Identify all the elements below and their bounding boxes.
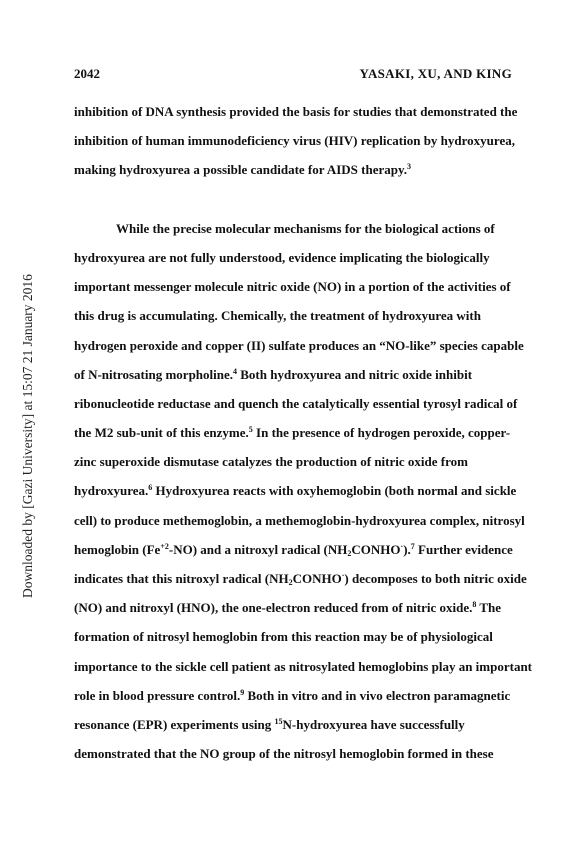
text-line: the M2 sub-unit of this enzyme.$^5$ In the presence of hydrogen peroxide, copper- <box>74 425 511 441</box>
text-line: importance to the sickle cell patient as nitrosylated hemoglobins play an important <box>74 658 533 674</box>
page-number: 2042 <box>74 66 100 81</box>
citation-ref: 3 <box>407 162 411 172</box>
citation-ref: 7 <box>410 541 415 551</box>
text-line: indicates that this nitroxyl radical $(NH_2CONHO^\cdot)$ decomposes to both nitric oxide <box>74 571 527 587</box>
text-line: hydroxyurea.$^6$ Hydroxyurea reacts with oxyhemoglobin (both normal and sickle <box>74 483 517 499</box>
text-line: resonance (EPR) experiments using $^{15}$N-hydroxyurea have successfully <box>74 716 465 732</box>
citation-ref: 4 <box>233 366 238 376</box>
citation-ref: 5 <box>248 425 253 435</box>
text-line: (NO) and nitroxyl (HNO), the one-electron reduced from of nitric oxide.$^8$ The <box>74 600 502 616</box>
citation-ref: 6 <box>148 483 153 493</box>
running-head: YASAKI, XU, AND KING <box>359 66 512 81</box>
download-watermark: Downloaded by [Gazi University] at 15:07 21 January 2016 <box>20 274 35 598</box>
citation-ref: 8 <box>472 600 477 610</box>
text-line: important messenger molecule nitric oxide (NO) in a portion of the activities of <box>74 279 511 295</box>
text-line: While the precise molecular mechanisms for the biological actions of <box>116 220 495 236</box>
text-line: inhibition of human immunodeficiency virus (HIV) replication by hydroxyurea, <box>74 133 515 149</box>
text-line: zinc superoxide dismutase catalyzes the production of nitric oxide from <box>74 454 468 470</box>
text-line: hemoglobin $(Fe^{+2}-NO)$ and a nitroxyl radical $(NH_2CONHO^\cdot).^7$ Further evidence <box>74 541 513 558</box>
text-line: hydrogen peroxide and copper (II) sulfate produces an “NO-like” species capable <box>74 337 524 353</box>
text-line: making hydroxyurea a possible candidate for AIDS therapy.$^3$ <box>74 162 411 178</box>
text-line: hydroxyurea are not fully understood, evidence implicating the biologically <box>74 249 490 265</box>
text-line: ribonucleotide reductase and quench the catalytically essential tyrosyl radical of <box>74 395 518 411</box>
text-line: this drug is accumulating. Chemically, the treatment of hydroxyurea with <box>74 308 481 324</box>
citation-ref: 9 <box>240 687 245 697</box>
text-line: cell) to produce methemoglobin, a methemoglobin-hydroxyurea complex, nitrosyl <box>74 512 525 528</box>
body-text <box>74 97 533 768</box>
text-line: of N-nitrosating morpholine.$^4$ Both hydroxyurea and nitric oxide inhibit <box>74 366 473 382</box>
paragraph-gap <box>74 185 514 214</box>
text-line: role in blood pressure control.$^9$ Both in vitro and in vivo electron paramagnetic <box>74 687 511 703</box>
text-line: demonstrated that the NO group of the nitrosyl hemoglobin formed in these <box>74 746 494 762</box>
text-line: inhibition of DNA synthesis provided the basis for studies that demonstrated the <box>74 104 518 119</box>
text-line: formation of nitrosyl hemoglobin from this reaction may be of physiological <box>74 629 493 645</box>
